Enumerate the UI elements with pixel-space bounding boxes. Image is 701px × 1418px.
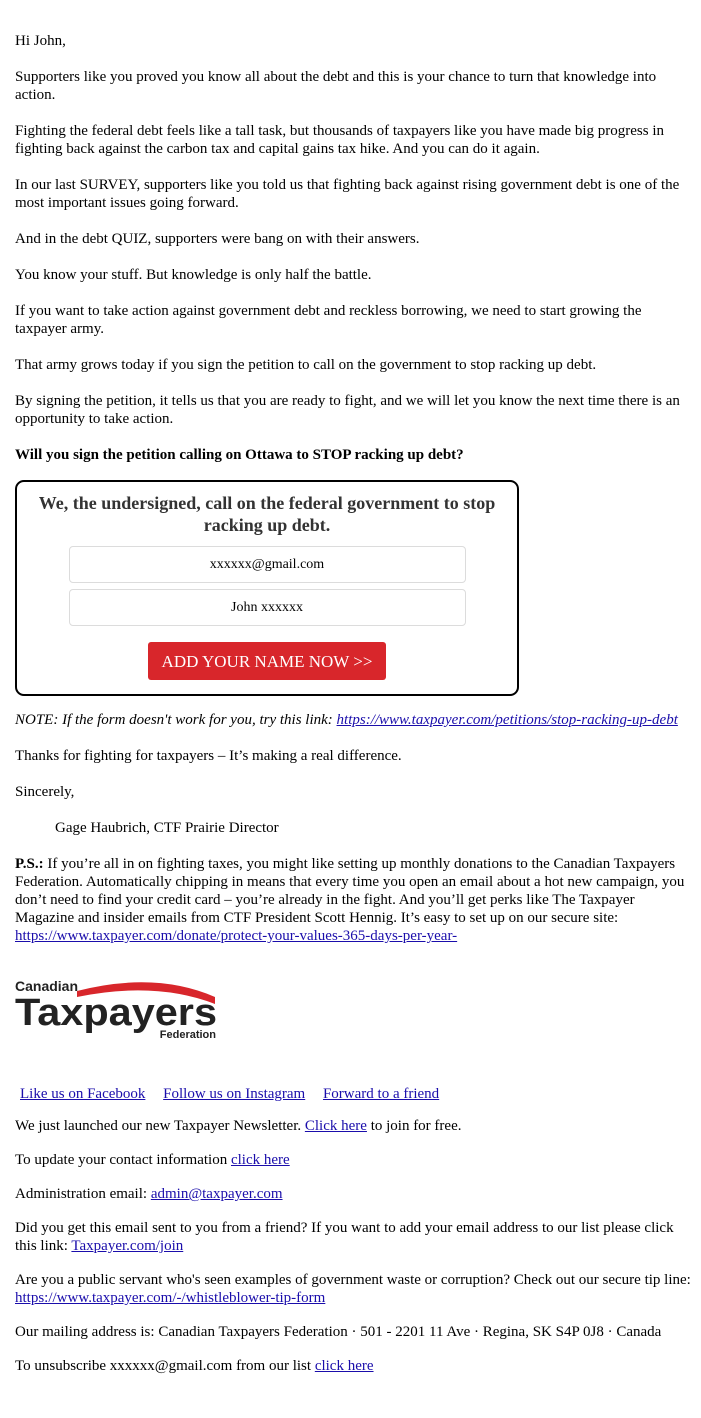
petition-link[interactable]: https://www.taxpayer.com/petitions/stop-racking-up-debt bbox=[336, 712, 678, 728]
ctf-logo[interactable] bbox=[15, 977, 220, 1041]
logo-line-federation: Federation bbox=[159, 1029, 216, 1041]
greeting: Hi John, bbox=[15, 33, 66, 49]
tip-line-text bbox=[15, 1271, 693, 1307]
closing-text: Sincerely, bbox=[15, 784, 75, 800]
email-field[interactable] bbox=[69, 546, 466, 583]
unsubscribe-text bbox=[15, 1357, 693, 1375]
body-paragraph: By signing the petition, it tells us that you are ready to fight, and we will let you know the next time there is an opportunity to take action. bbox=[15, 393, 680, 427]
add-your-name-button[interactable]: ADD YOUR NAME NOW >> bbox=[148, 642, 386, 680]
logo-line-canadian: Canadian bbox=[15, 978, 79, 994]
newsletter-suffix: to join for free. bbox=[366, 1118, 462, 1134]
tip-line-link[interactable]: https://www.taxpayer.com/-/whistleblower-tip-form bbox=[15, 1290, 326, 1306]
admin-prefix: Administration email: bbox=[15, 1186, 151, 1202]
tip-prefix: Are you a public servant who's seen examples of government waste or corruption? Check out our secure tip line: bbox=[15, 1272, 691, 1288]
join-link[interactable]: Taxpayer.com/join bbox=[71, 1238, 184, 1254]
body-paragraph: Supporters like you proved you know all about the debt and this is your chance to turn that knowledge into action. bbox=[15, 69, 657, 103]
petition-title: We, the undersigned, call on the federal government to stop racking up debt. bbox=[38, 493, 496, 535]
body-paragraph: In our last SURVEY, supporters like you told us that fighting back against rising government debt is one of the most important issues going forward. bbox=[15, 177, 680, 211]
update-contact-text bbox=[15, 1151, 693, 1169]
unsubscribe-prefix: To unsubscribe xxxxxx@gmail.com from our list bbox=[15, 1358, 315, 1374]
instagram-link[interactable]: Follow us on Instagram bbox=[163, 1086, 306, 1102]
logo-line-taxpayers: Taxpayers bbox=[15, 992, 217, 1034]
forward-link[interactable]: Forward to a friend bbox=[322, 1086, 440, 1102]
body-paragraph: That army grows today if you sign the petition to call on the government to stop racking up debt. bbox=[15, 357, 597, 373]
body-paragraph: And in the debt QUIZ, supporters were bang on with their answers. bbox=[15, 231, 420, 247]
social-links bbox=[15, 1085, 693, 1103]
newsletter-prefix: We just launched our new Taxpayer Newsletter. bbox=[15, 1118, 305, 1134]
update-contact-link[interactable]: click here bbox=[230, 1152, 290, 1168]
admin-email-link[interactable]: admin@taxpayer.com bbox=[150, 1186, 283, 1202]
body-paragraph: You know your stuff. But knowledge is only half the battle. bbox=[15, 267, 372, 283]
ps-label: P.S.: bbox=[15, 856, 44, 872]
ps-text: If you’re all in on fighting taxes, you might like setting up monthly donations to the Canadian Taxpayers Federation. Automatically chipping in means that every time you open an email about a hot new campaign, you don’t need to find your credit card – you’re already in the fight. And you’ll get perks like The Taxpayer Magazine and insider emails from CTF President Scott Hennig. It’s easy to set up on our secure site: bbox=[15, 856, 685, 926]
signature: Gage Haubrich, CTF Prairie Director bbox=[55, 820, 279, 836]
join-prefix: Did you get this email sent to you from a friend? If you want to add your email address to our list please click this link: bbox=[15, 1220, 674, 1254]
facebook-link[interactable]: Like us on Facebook bbox=[20, 1086, 146, 1102]
note-text: NOTE: If the form doesn't work for you, try this link: bbox=[15, 712, 337, 728]
newsletter-link[interactable]: Click here bbox=[304, 1118, 367, 1134]
ps-paragraph bbox=[15, 855, 693, 945]
body-paragraph: Fighting the federal debt feels like a tall task, but thousands of taxpayers like you have made big progress in fighting back against the carbon tax and capital gains tax hike. And you can do it again. bbox=[15, 123, 664, 157]
update-prefix: To update your contact information bbox=[15, 1152, 231, 1168]
join-list-text bbox=[15, 1219, 693, 1255]
newsletter-text bbox=[15, 1117, 693, 1135]
thanks-text: Thanks for fighting for taxpayers – It’s making a real difference. bbox=[15, 748, 402, 764]
cta-question: Will you sign the petition calling on Ottawa to STOP racking up debt? bbox=[15, 447, 464, 463]
mailing-address: Our mailing address is: Canadian Taxpayers Federation · 501 - 2201 11 Ave · Regina, SK S4P 0J8 · Canada bbox=[15, 1324, 662, 1340]
unsubscribe-link[interactable]: click here bbox=[314, 1358, 374, 1374]
donate-link[interactable]: https://www.taxpayer.com/donate/protect-your-values-365-days-per-year- bbox=[15, 928, 458, 944]
form-fallback-note bbox=[15, 711, 693, 729]
petition-form bbox=[15, 480, 519, 696]
name-field[interactable] bbox=[69, 589, 466, 626]
body-paragraph: If you want to take action against government debt and reckless borrowing, we need to start growing the taxpayer army. bbox=[15, 303, 642, 337]
admin-email-text bbox=[15, 1185, 693, 1203]
